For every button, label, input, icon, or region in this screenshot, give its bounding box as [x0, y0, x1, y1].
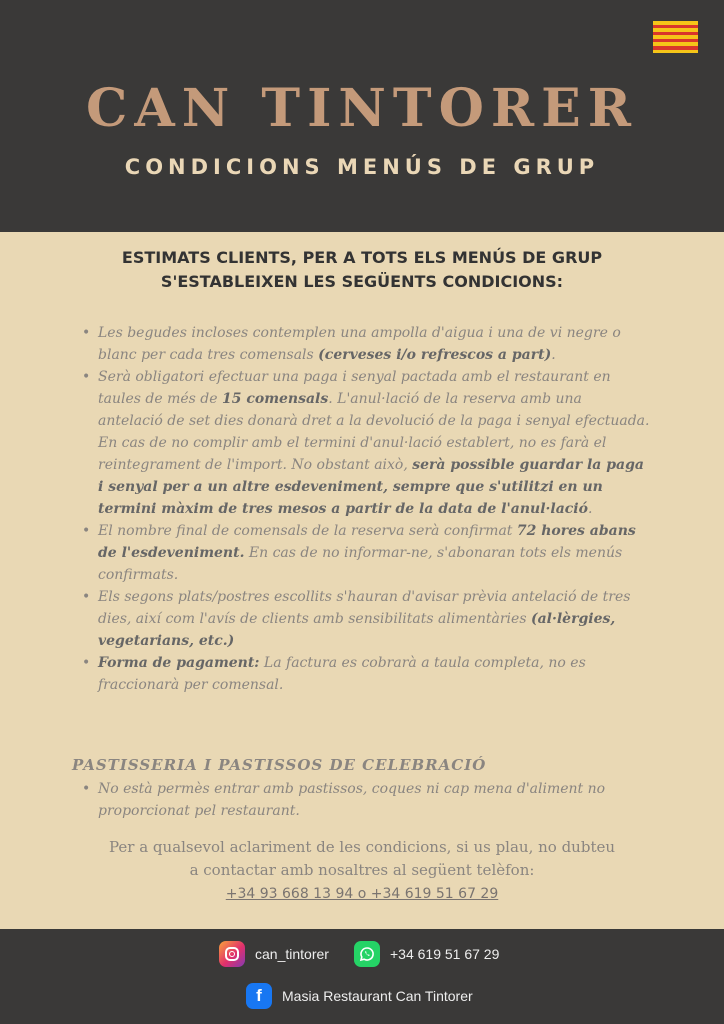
condition-item-guest-count: • El nombre final de comensals de la reserva serà confirmat 72 hores abans de l'esdeveniment. En cas de no informar-ne, s'abonaran tots els menús confirmats.	[78, 520, 650, 586]
footer	[0, 929, 724, 1024]
condition-item-dishes: • Els segons plats/postres escollits s'hauran d'avisar prèvia antelació de tres dies, així com l'avís de clients amb sensibilitats alimentàries (al·lèrgies, vegetarians, etc.)	[78, 586, 650, 652]
pastry-list	[78, 778, 650, 822]
facebook-icon: f	[246, 983, 272, 1009]
intro-line-1: ESTIMATS CLIENTS, PER A TOTS ELS MENÚS DE GRUP	[121, 248, 603, 267]
facebook-page-name: Masia Restaurant Can Tintorer	[282, 988, 473, 1004]
instagram-link[interactable]	[219, 941, 329, 967]
phone-numbers-link[interactable]: +34 93 668 13 94 o +34 619 51 67 29	[225, 886, 499, 902]
pastry-heading: PASTISSERIA I PASTISSOS DE CELEBRACIÓ	[72, 756, 487, 774]
restaurant-title: CAN TINTORER	[86, 78, 638, 139]
pastry-item: • No està permès entrar amb pastissos, coques ni cap mena d'aliment no proporcionat pel restaurant.	[78, 778, 650, 822]
condition-item-deposit: • Serà obligatori efectuar una paga i senyal pactada amb el restaurant en taules de més de 15 comensals. L'anul·lació de la reserva amb una antelació de set dies donarà dret a la devolució de la paga i senyal efectuada. En cas de no complir amb el termini d'anul·lació establert, no es farà el reintegrament de l'import. No obstant això, serà possible guardar la paga i senyal per a un altre esdeveniment, sempre que s'utilitzi en un termini màxim de tres mesos a partir de la data de l'anul·lació.	[78, 366, 650, 520]
conditions-list	[78, 322, 650, 696]
condition-item-payment: • Forma de pagament: La factura es cobrarà a taula completa, no es fraccionarà per comensal.	[78, 652, 650, 696]
header	[0, 0, 724, 232]
whatsapp-icon	[354, 941, 380, 967]
instagram-handle: can_tintorer	[255, 946, 329, 962]
contact-line-1: Per a qualsevol aclariment de les condicions, si us plau, no dubteu	[108, 838, 616, 856]
whatsapp-number: +34 619 51 67 29	[390, 946, 500, 962]
instagram-icon	[219, 941, 245, 967]
intro-line-2: S'ESTABLEIXEN LES SEGÜENTS CONDICIONS:	[160, 272, 564, 291]
intro-heading	[40, 246, 684, 294]
page-subtitle: CONDICIONS MENÚS DE GRUP	[124, 155, 600, 179]
contact-line-2: a contactar amb nosaltres al següent telèfon:	[189, 861, 535, 879]
catalan-flag-icon	[653, 21, 698, 53]
condition-item-drinks: • Les begudes incloses contemplen una ampolla d'aigua i una de vi negre o blanc per cada tres comensals (cerveses i/o refrescos a part).	[78, 322, 650, 366]
whatsapp-link[interactable]	[354, 941, 499, 967]
contact-section	[60, 836, 664, 906]
facebook-link[interactable]	[246, 983, 473, 1009]
